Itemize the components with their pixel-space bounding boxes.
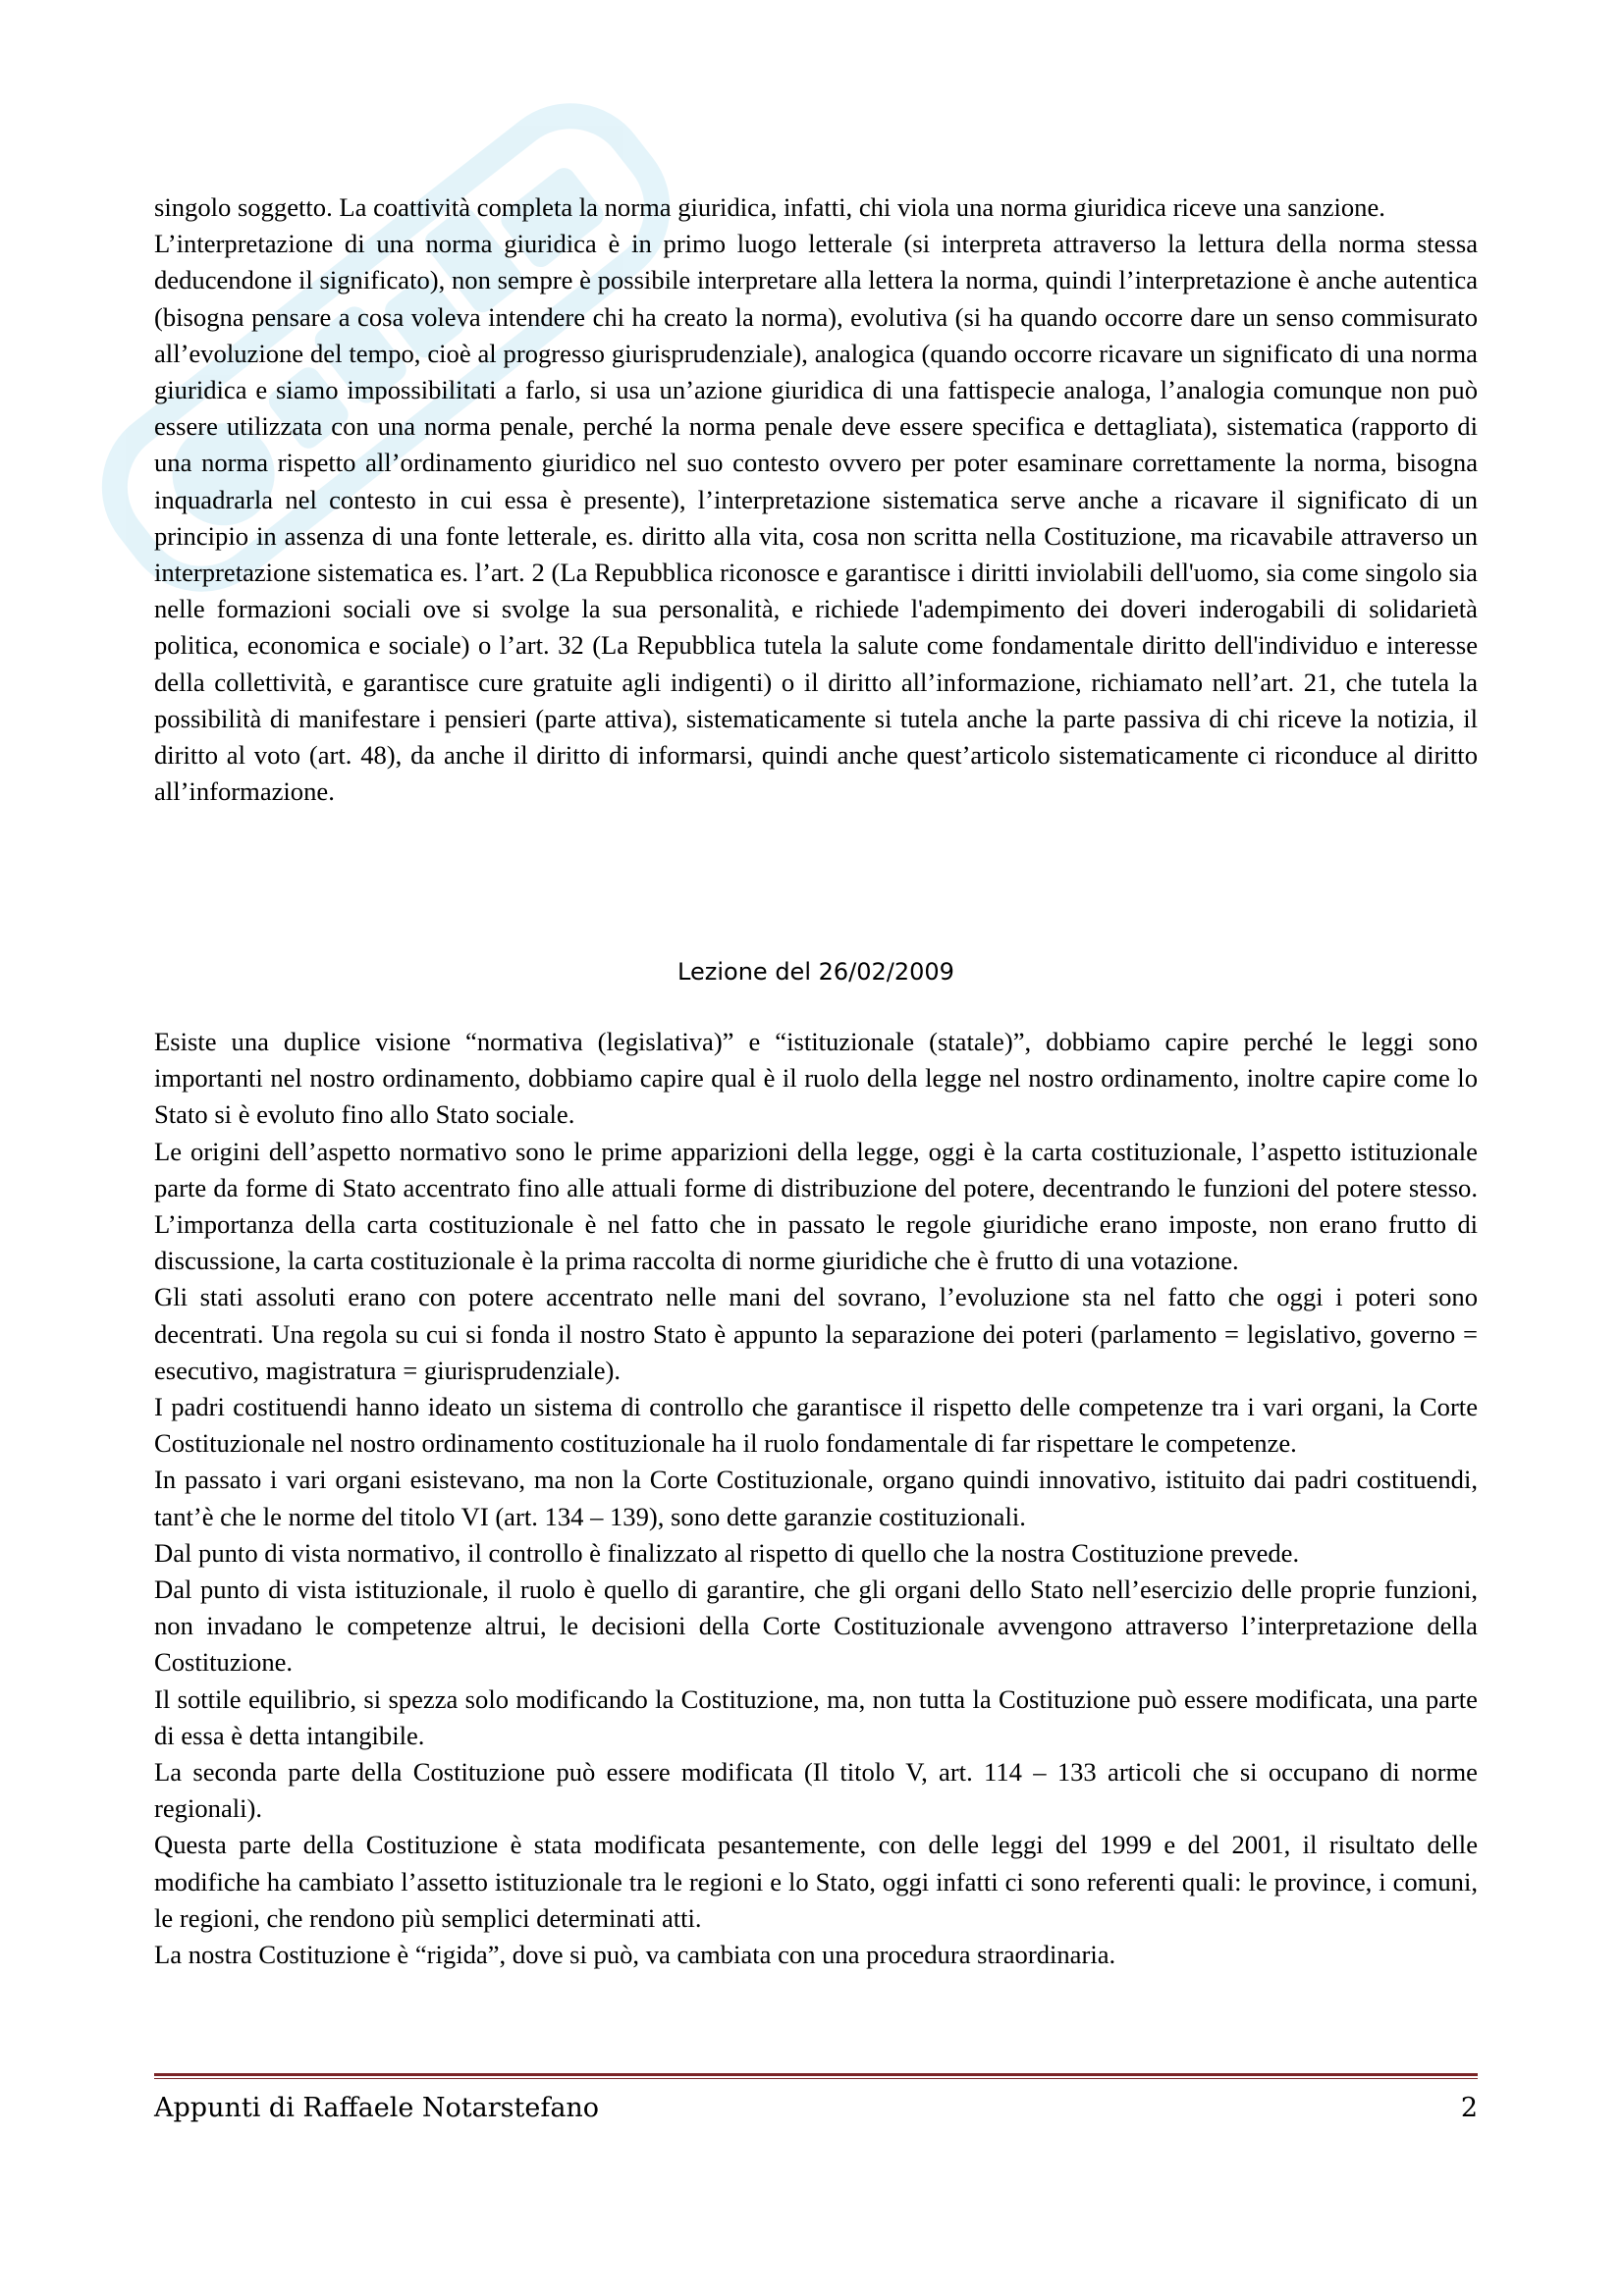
paragraph: Dal punto di vista normativo, il controllo è finalizzato al rispetto di quello che la nostra Costituzione prevede.	[154, 1537, 1300, 1568]
paragraph: Le origini dell’aspetto normativo sono le prime apparizioni della legge, oggi è la carta costituzionale, l’aspetto istituzionale parte da forme di Stato accentrato fino alle attuali forme di distribuzione del potere, decentrando le funzioni del potere stesso. L’importanza della carta costituzionale è nel fatto che in passato le regole giuridiche erano imposte, non erano frutto di discussione, la carta costituzionale è la prima raccolta di norme giuridiche che è frutto di una votazione.	[154, 1136, 1478, 1276]
paragraph: Gli stati assoluti erano con potere accentrato nelle mani del sovrano, l’evoluzione sta nel fatto che oggi i poteri sono decentrati. Una regola su cui si fonda il nostro Stato è appunto la separazione dei poteri (parlamento = legislativo, governo = esecutivo, magistratura = giurisprudenziale).	[154, 1282, 1478, 1385]
footer-author: Appunti di Raffaele Notarstefano	[154, 2093, 600, 2123]
paragraph: In passato i vari organi esistevano, ma non la Corte Costituzionale, organo quindi innovativo, istituito dai padri costituendi, tant’è che le norme del titolo VI (art. 134 – 139), sono dette garanzie costituzionali.	[154, 1465, 1478, 1531]
lesson-title: Lezione del 26/02/2009	[677, 958, 954, 986]
paragraph: singolo soggetto. La coattività completa la norma giuridica, infatti, chi viola una norma giuridica riceve una sanzione.	[154, 192, 1385, 222]
page-content	[154, 189, 1478, 1970]
paragraph: La nostra Costituzione è “rigida”, dove si può, va cambiata con una procedura straordinaria.	[154, 1940, 1116, 1970]
paragraph: Il sottile equilibrio, si spezza solo modificando la Costituzione, ma, non tutta la Costituzione può essere modificata, una parte di essa è detta intangibile.	[154, 1683, 1478, 1750]
footer-divider	[154, 2073, 1478, 2076]
paragraph: Dal punto di vista istituzionale, il ruolo è quello di garantire, che gli organi dello Stato nell’esercizio delle proprie funzioni, non invadano le competenze altrui, le decisioni della Corte Costituzionale avvengono attraverso l’interpretazione della Costituzione.	[154, 1575, 1478, 1678]
lesson-section	[154, 1024, 1478, 1973]
paragraph: L’interpretazione di una norma giuridica è in primo luogo letterale (si interpreta attraverso la lettura della norma stessa deducendone il significato), non sempre è possibile interpretare alla lettera la norma, quindi l’interpretazione è anche autentica (bisogna pensare a cosa voleva intendere chi ha creato la norma), evolutiva (si ha quando occorre dare un senso commisurato all’evoluzione del tempo, cioè al progresso giurisprudenziale), analogica (quando occorre ricavare un significato di una norma giuridica e siamo impossibilitati a farlo, si usa un’azione giuridica di una fattispecie analoga, l’analogia comunque non può essere utilizzata con una norma penale, perché la norma penale deve essere specifica e dettagliata), sistematica (rapporto di una norma rispetto all’ordinamento giuridico nel suo contesto ovvero per poter esaminare correttamente la norma, bisogna inquadrarla nel contesto in cui essa è presente), l’interpretazione sistematica serve anche a ricavare il significato di un principio in assenza di una fonte letterale, es. diritto alla vita, cosa non scritta nella Costituzione, ma ricavabile attraverso un interpretazione sistematica es. l’art. 2 (La Repubblica riconosce e garantisce i diritti inviolabili dell'uomo, sia come singolo sia nelle formazioni sociali ove si svolge la sua personalità, e richiede l'adempimento dei doveri inderogabili di solidarietà politica, economica e sociale) o l’art. 32 (La Repubblica tutela la salute come fondamentale diritto dell'individuo e interesse della collettività, e garantisce cure gratuite agli indigenti) o il diritto all’informazione, richiamato nell’art. 21, che tutela la possibilità di manifestare i pensieri (parte attiva), sistematicamente si tutela anche la parte passiva di chi riceve la notizia, il diritto al voto (art. 48), da anche il diritto di informarsi, quindi anche quest’articolo sistematicamente ci riconduce al diritto all’informazione.	[154, 229, 1478, 807]
paragraph: I padri costituendi hanno ideato un sistema di controllo che garantisce il rispetto delle competenze tra i vari organi, la Corte Costituzionale nel nostro ordinamento costituzionale ha il ruolo fondamentale di far rispettare le competenze.	[154, 1392, 1478, 1459]
paragraph: Esiste una duplice visione “normativa (legislativa)” e “istituzionale (statale)”, dobbiamo capire perché le leggi sono importanti nel nostro ordinamento, dobbiamo capire qual è il ruolo della legge nel nostro ordinamento, inoltre capire come lo Stato si è evoluto fino allo Stato sociale.	[154, 1027, 1478, 1130]
paragraph: La seconda parte della Costituzione può essere modificata (Il titolo V, art. 114 – 133 articoli che si occupano di norme regionali).	[154, 1757, 1478, 1824]
page-number: 2	[1460, 2093, 1478, 2123]
paragraph: Questa parte della Costituzione è stata modificata pesantemente, con delle leggi del 1999 e del 2001, il risultato delle modifiche ha cambiato l’assetto istituzionale tra le regioni e lo Stato, oggi infatti ci sono referenti quali: le province, i comuni, le regioni, che rendono più semplici determinati atti.	[154, 1830, 1478, 1933]
footer-divider-thin	[154, 2078, 1478, 2079]
